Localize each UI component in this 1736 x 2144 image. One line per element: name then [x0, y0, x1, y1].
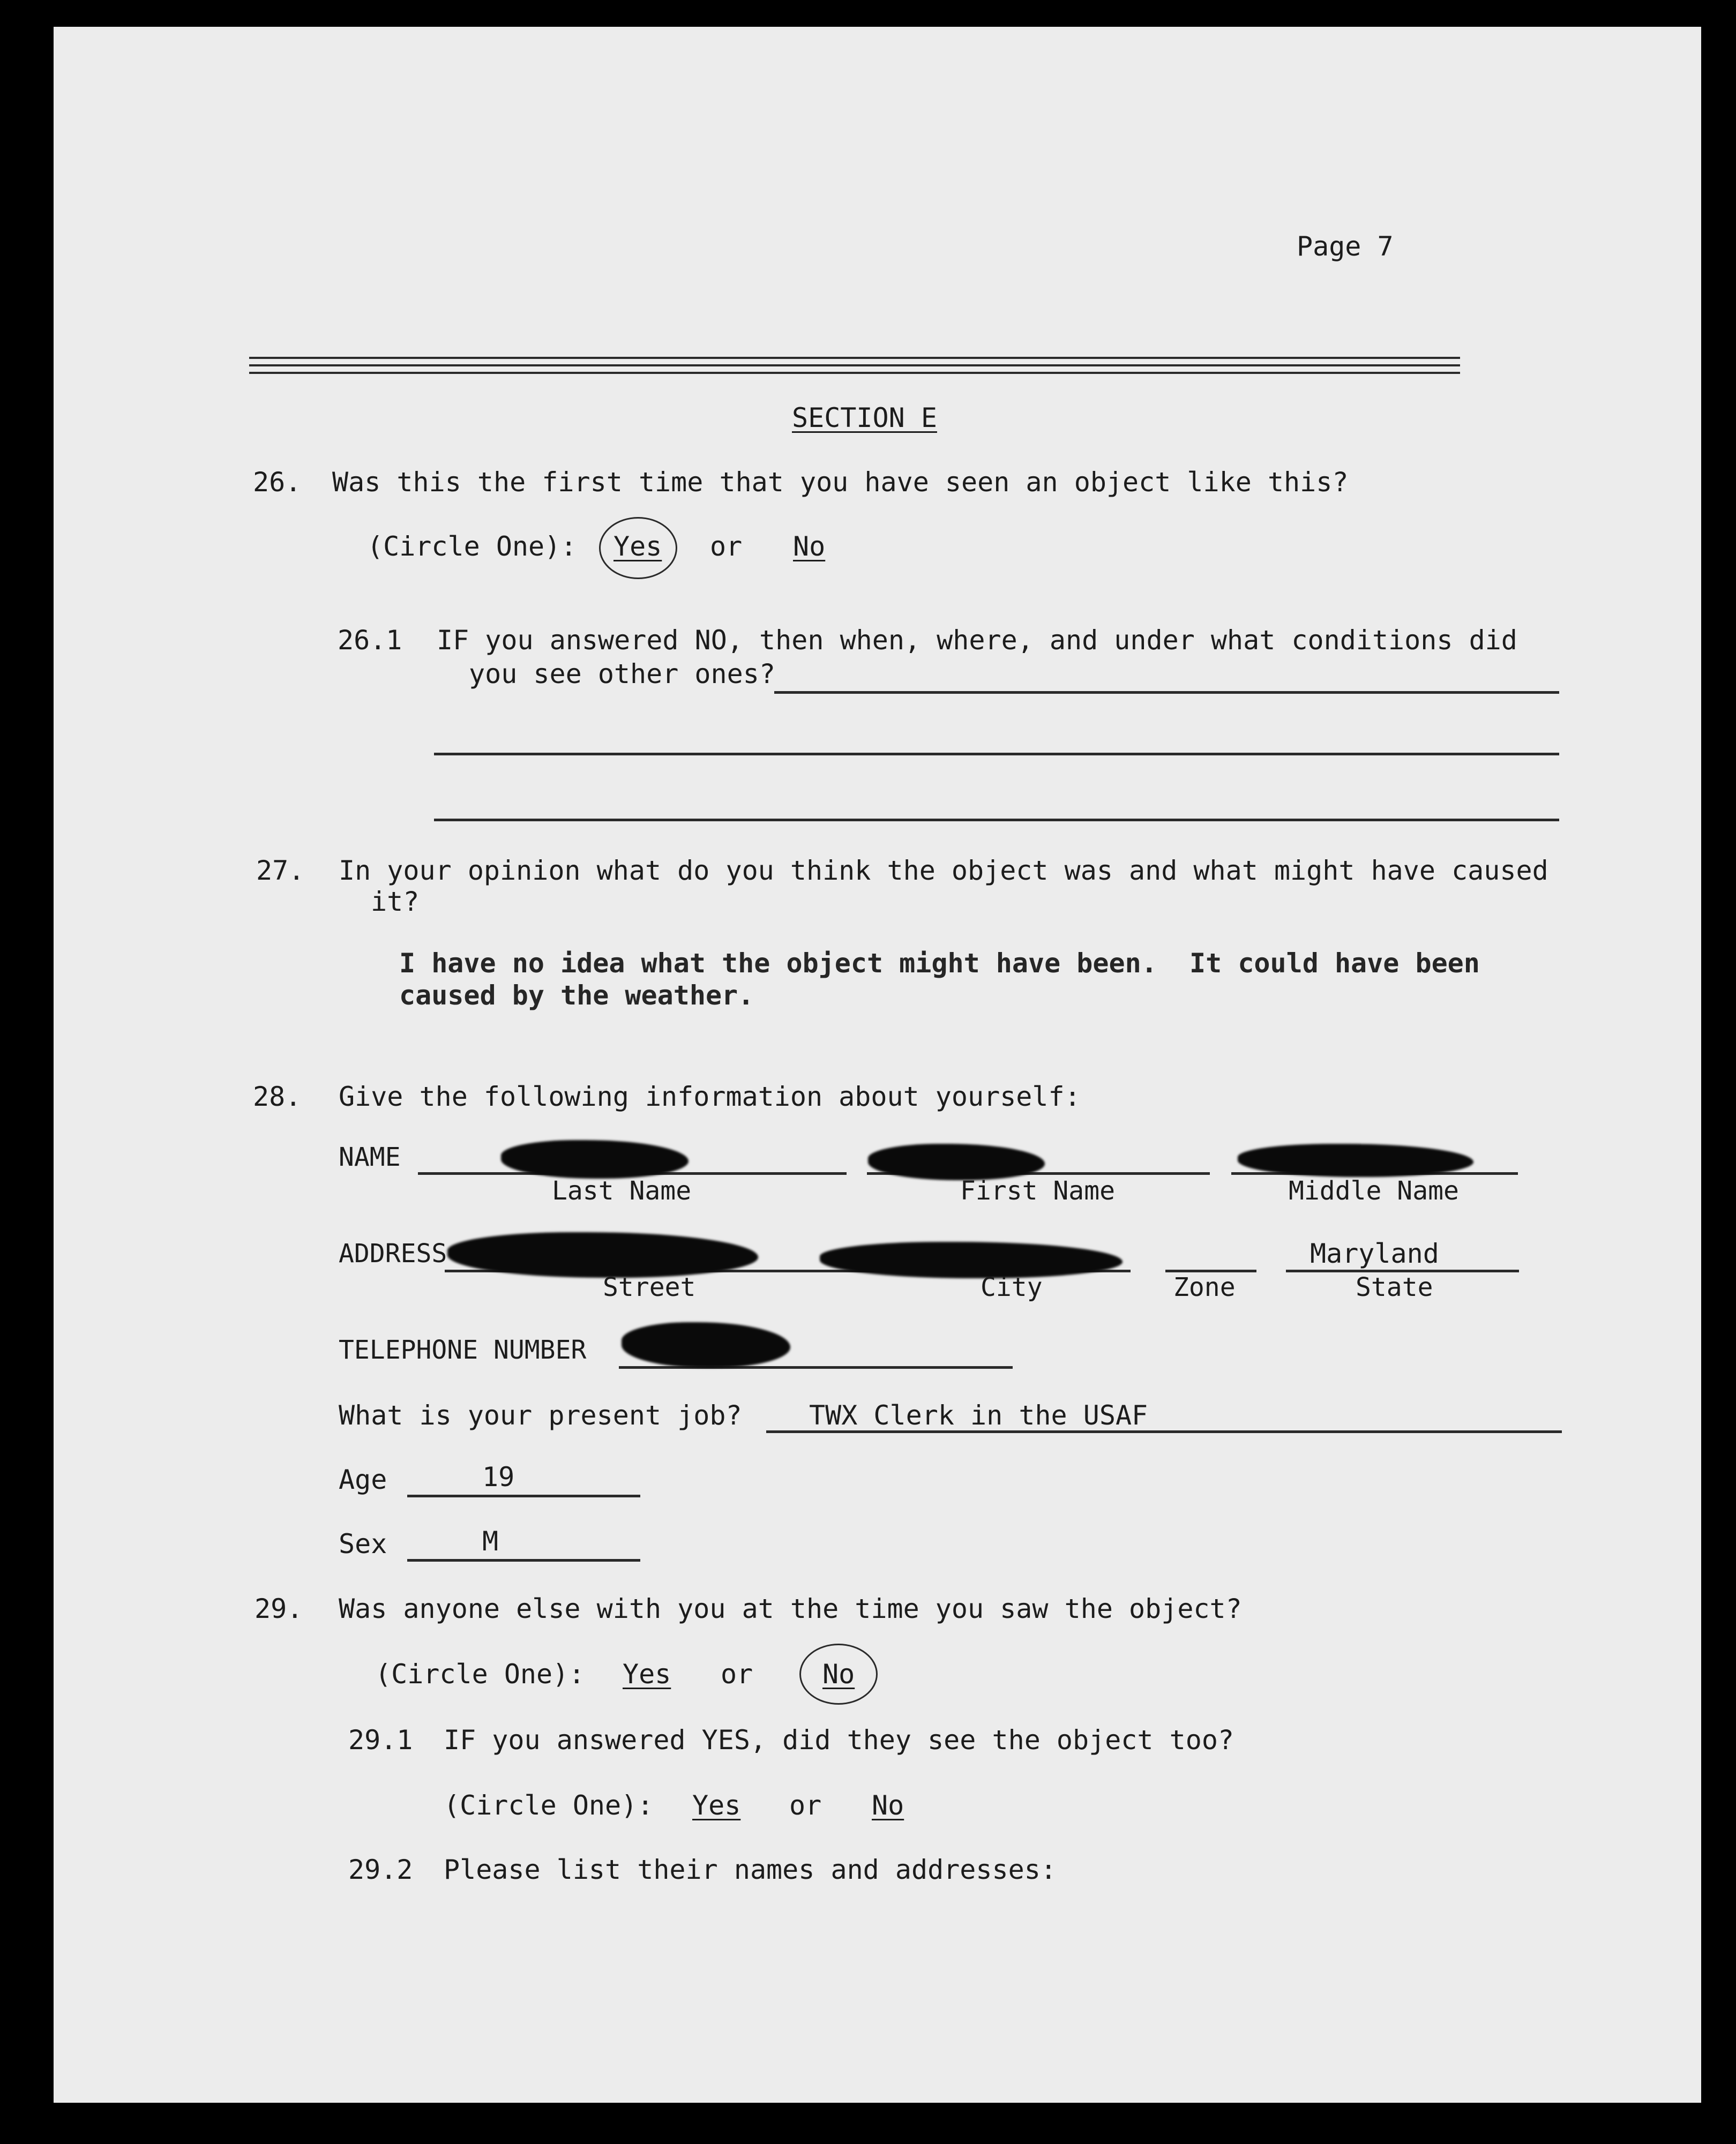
- street-caption: Street: [603, 1272, 696, 1302]
- question-28-number: 28.: [253, 1081, 302, 1112]
- question-27-answer-line1: I have no idea what the object might have been. It could have been: [399, 948, 1480, 979]
- question-29-or: or: [721, 1659, 753, 1690]
- redaction-mark: [501, 1140, 689, 1179]
- question-28-text: Give the following information about yourself:: [339, 1081, 1081, 1112]
- question-27-text-line1: In your opinion what do you think the object was and what might have caused: [339, 855, 1548, 886]
- sex-label: Sex: [339, 1528, 387, 1560]
- question-27-text-line2: it?: [371, 886, 420, 917]
- answer-line[interactable]: [774, 691, 1559, 694]
- state-value: Maryland: [1310, 1238, 1439, 1269]
- question-26-or: or: [710, 531, 743, 562]
- question-29-1-no-option[interactable]: No: [872, 1790, 904, 1821]
- age-field[interactable]: [407, 1495, 640, 1497]
- city-caption: City: [981, 1272, 1043, 1302]
- telephone-field[interactable]: [619, 1366, 1013, 1369]
- section-title: SECTION E: [792, 402, 937, 433]
- redaction-mark: [1238, 1144, 1473, 1177]
- question-26-no-option[interactable]: No: [793, 531, 826, 562]
- question-26-yes-circle-mark: [599, 517, 677, 579]
- age-value: 19: [482, 1461, 515, 1493]
- sex-value: M: [482, 1526, 499, 1557]
- question-29-text: Was anyone else with you at the time you saw the object?: [339, 1593, 1242, 1624]
- question-29-number: 29.: [255, 1593, 303, 1624]
- answer-line[interactable]: [434, 819, 1559, 821]
- question-29-no-option[interactable]: No: [822, 1659, 855, 1690]
- question-26-circle-prompt: (Circle One):: [367, 531, 577, 562]
- address-label: ADDRESS: [339, 1239, 447, 1269]
- age-label: Age: [339, 1464, 387, 1495]
- middle-name-caption: Middle Name: [1289, 1176, 1459, 1206]
- question-26-text: Was this the first time that you have seen an object like this?: [332, 467, 1349, 498]
- question-27-answer-line2: caused by the weather.: [399, 980, 754, 1011]
- question-29-2-text: Please list their names and addresses:: [444, 1854, 1057, 1885]
- question-29-yes-option[interactable]: Yes: [623, 1659, 671, 1690]
- first-name-caption: First Name: [960, 1176, 1115, 1206]
- question-26-1-number: 26.1: [338, 625, 402, 656]
- question-26-1-text-line1: IF you answered NO, then when, where, and under what conditions did: [437, 625, 1517, 656]
- redaction-mark: [622, 1322, 790, 1368]
- job-label: What is your present job?: [339, 1400, 742, 1431]
- sex-field[interactable]: [407, 1559, 640, 1562]
- header-rule-middle: [249, 364, 1460, 366]
- answer-line[interactable]: [434, 753, 1559, 755]
- question-29-1-or: or: [789, 1790, 822, 1821]
- question-29-2-number: 29.2: [348, 1854, 413, 1885]
- question-26-number: 26.: [253, 467, 302, 498]
- question-29-1-yes-option[interactable]: Yes: [692, 1790, 741, 1821]
- last-name-caption: Last Name: [552, 1176, 692, 1206]
- question-29-1-number: 29.1: [348, 1725, 413, 1756]
- question-29-1-text: IF you answered YES, did they see the object too?: [444, 1725, 1234, 1756]
- header-rule-top: [249, 357, 1460, 359]
- state-caption: State: [1356, 1272, 1433, 1302]
- question-27-number: 27.: [256, 855, 305, 886]
- name-label: NAME: [339, 1142, 401, 1172]
- question-26-1-text-line2: you see other ones?: [469, 658, 775, 689]
- document-page: [54, 27, 1701, 2103]
- job-value: TWX Clerk in the USAF: [809, 1400, 1148, 1431]
- header-rule-bottom: [249, 372, 1460, 374]
- question-29-circle-prompt: (Circle One):: [375, 1659, 585, 1690]
- question-29-no-circle-mark: [799, 1644, 878, 1705]
- question-26-yes-option[interactable]: Yes: [613, 531, 662, 562]
- page-number: Page 7: [1297, 231, 1394, 262]
- redaction-mark: [820, 1242, 1123, 1278]
- telephone-label: TELEPHONE NUMBER: [339, 1335, 587, 1365]
- zone-caption: Zone: [1173, 1272, 1236, 1302]
- question-29-1-circle-prompt: (Circle One):: [444, 1790, 654, 1821]
